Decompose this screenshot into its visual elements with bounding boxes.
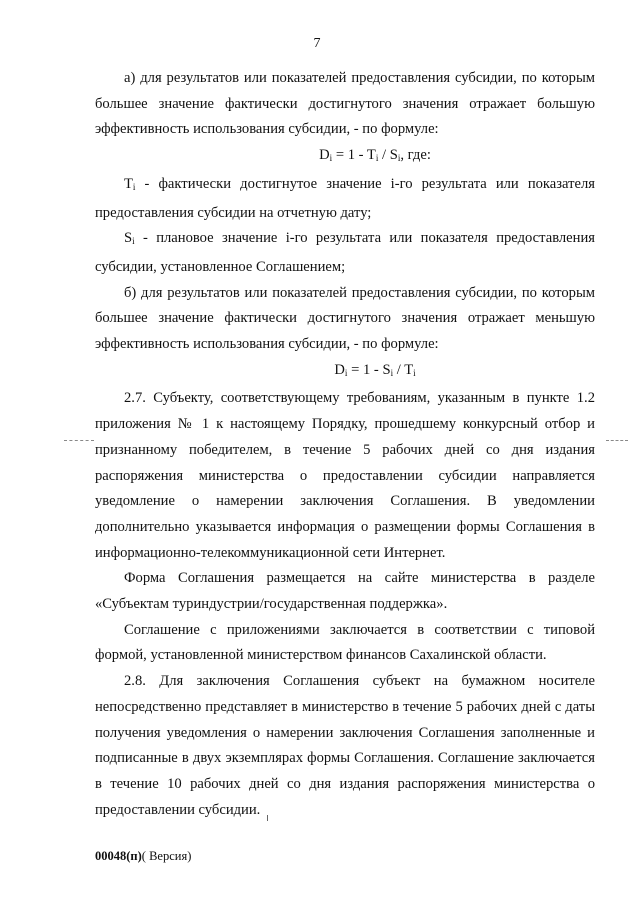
formula-symbol-d: D xyxy=(319,147,330,164)
scan-dash-mark-right xyxy=(606,440,628,441)
definition-subscript: i xyxy=(132,236,135,247)
formula-subscript: i xyxy=(390,367,394,378)
formula-symbol-t: T xyxy=(404,361,414,378)
scan-speck xyxy=(267,815,268,821)
formula-subscript: i xyxy=(344,367,348,378)
paragraph-a: а) для результатов или показателей предоставления субсидии, по которым большее значение фактически достигнутого значения отражает большую эффективность использования субсидии, - по формуле: xyxy=(95,70,595,138)
footer-version: ( Версия) xyxy=(141,849,192,863)
formula-symbol-s: S xyxy=(382,361,391,378)
formula-tail: , где: xyxy=(400,147,431,164)
formula-slash: / xyxy=(396,361,401,378)
formula-2 xyxy=(95,358,595,387)
formula-symbol-t: T xyxy=(366,147,376,164)
paragraph-agreement-form: Соглашение с приложениями заключается в соответствии с типовой формой, установленной министерством финансов Сахалинской области. xyxy=(95,621,595,664)
definition-s xyxy=(95,226,595,280)
formula-slash: / xyxy=(382,147,387,164)
paragraph-b: б) для результатов или показателей предоставления субсидии, по которым большее значение фактически достигнутого значения отражает меньшую эффективность использования субсидии, - по формуле: xyxy=(95,284,595,353)
definition-s-text: - плановое значение i-го результата или показателя предоставления субсидии, установленное Соглашением; xyxy=(95,230,595,275)
formula-subscript: i xyxy=(375,153,379,164)
scan-dash-mark-left xyxy=(64,440,94,441)
document-body xyxy=(95,66,595,823)
formula-1 xyxy=(95,143,595,172)
formula-subscript: i xyxy=(413,367,416,378)
definition-subscript: i xyxy=(132,181,136,192)
definition-symbol-t: T xyxy=(124,175,133,192)
definition-symbol-s: S xyxy=(124,230,133,247)
paragraph-form-location: Форма Соглашения размещается на сайте министерства в разделе «Субъектам туриндустрии/государственная поддержка». xyxy=(95,570,595,613)
formula-symbol-s: S xyxy=(389,147,398,164)
formula-operator: = 1 - xyxy=(335,147,364,164)
clause-2-8: 2.8. Для заключения Соглашения субъект на бумажном носителе непосредственно представляет в министерство в течение 5 рабочих дней с даты получения уведомления о намерении заключения Соглашения заполненные и подписанные в двух экземплярах формы Соглашения. Соглашение заключается в течение 10 рабочих дней со дня издания распоряжения министерства о предоставлении субсидии. xyxy=(95,673,595,818)
formula-subscript: i xyxy=(397,153,401,164)
definition-t xyxy=(95,172,595,226)
footer-document-code: 00048(п) xyxy=(95,849,142,863)
page-number: 7 xyxy=(313,36,321,51)
formula-subscript: i xyxy=(329,153,333,164)
definition-t-text: - фактически достигнутое значение i-го результата или показателя предоставления субсидии на отчетную дату; xyxy=(95,175,595,221)
document-footer xyxy=(95,849,191,864)
clause-2-7: 2.7. Субъекту, соответствующему требованиям, указанным в пункте 1.2 приложения № 1 к настоящему Порядку, прошедшему конкурсный отбор и признанному победителем, в течение 5 рабочих дней со дня издания распоряжения министерства о предоставлении субсидии направляется уведомление о намерении заключения Соглашения. В уведомлении дополнительно указывается информация о размещении формы Соглашения в информационно-телекоммуникационной сети Интернет. xyxy=(95,390,595,561)
formula-symbol-d: D xyxy=(334,361,345,378)
formula-operator: = 1 - xyxy=(351,361,379,378)
